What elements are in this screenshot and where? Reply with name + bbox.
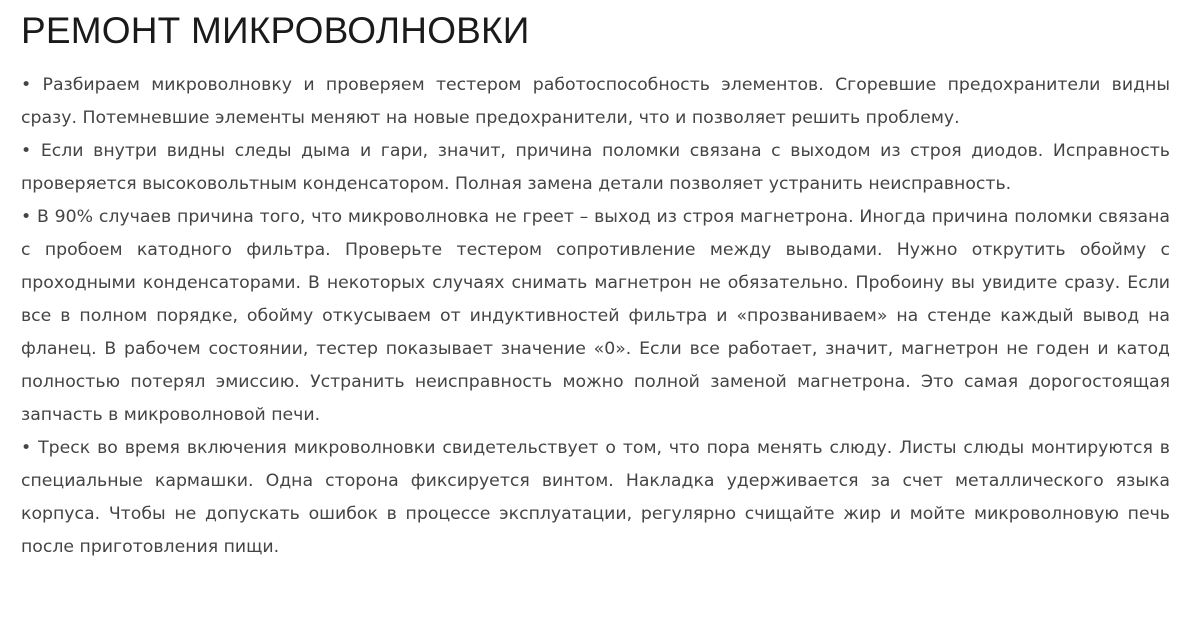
- paragraph-magnetron: • В 90% случаев причина того, что микроволновка не греет – выход из строя магнетрона. Иногда причина поломки связана с пробоем катодного фильтра. Проверьте тестером сопротивление между выводами. Нужно открутить обойму с проходными конденсаторами. В некоторых случаях снимать магнетрон не обязательно. Пробоину вы увидите сразу. Если все в полном порядке, обойму откусываем от индуктивностей фильтра и «прозваниваем» на стенде каждый вывод на фланец. В рабочем состоянии, тестер показывает значение «0». Если все работает, значит, магнетрон не годен и катод полностью потерял эмиссию. Устранить неисправность можно полной заменой магнетрона. Это самая дорогостоящая запчасть в микроволновой печи.: [21, 207, 1170, 425]
- article-body: [21, 69, 1170, 564]
- page-title: РЕМОНТ МИКРОВОЛНОВКИ: [21, 10, 530, 51]
- paragraph-mica: • Треск во время включения микроволновки свидетельствует о том, что пора менять слюду. Листы слюды монтируются в специальные кармашки. Одна сторона фиксируется винтом. Накладка удерживается за счет металлического языка корпуса. Чтобы не допускать ошибок в процессе эксплуатации, регулярно счищайте жир и мойте микроволновую печь после приготовления пищи.: [21, 438, 1170, 557]
- article: [21, 0, 1170, 564]
- paragraph-fuses: • Разбираем микроволновку и проверяем тестером работоспособность элементов. Сгоревшие предохранители видны сразу. Потемневшие элементы меняют на новые предохранители, что и позволяет решить проблему.: [21, 75, 1170, 128]
- paragraph-diodes: • Если внутри видны следы дыма и гари, значит, причина поломки связана с выходом из строя диодов. Исправность проверяется высоковольтным конденсатором. Полная замена детали позволяет устранить неисправность.: [21, 141, 1170, 194]
